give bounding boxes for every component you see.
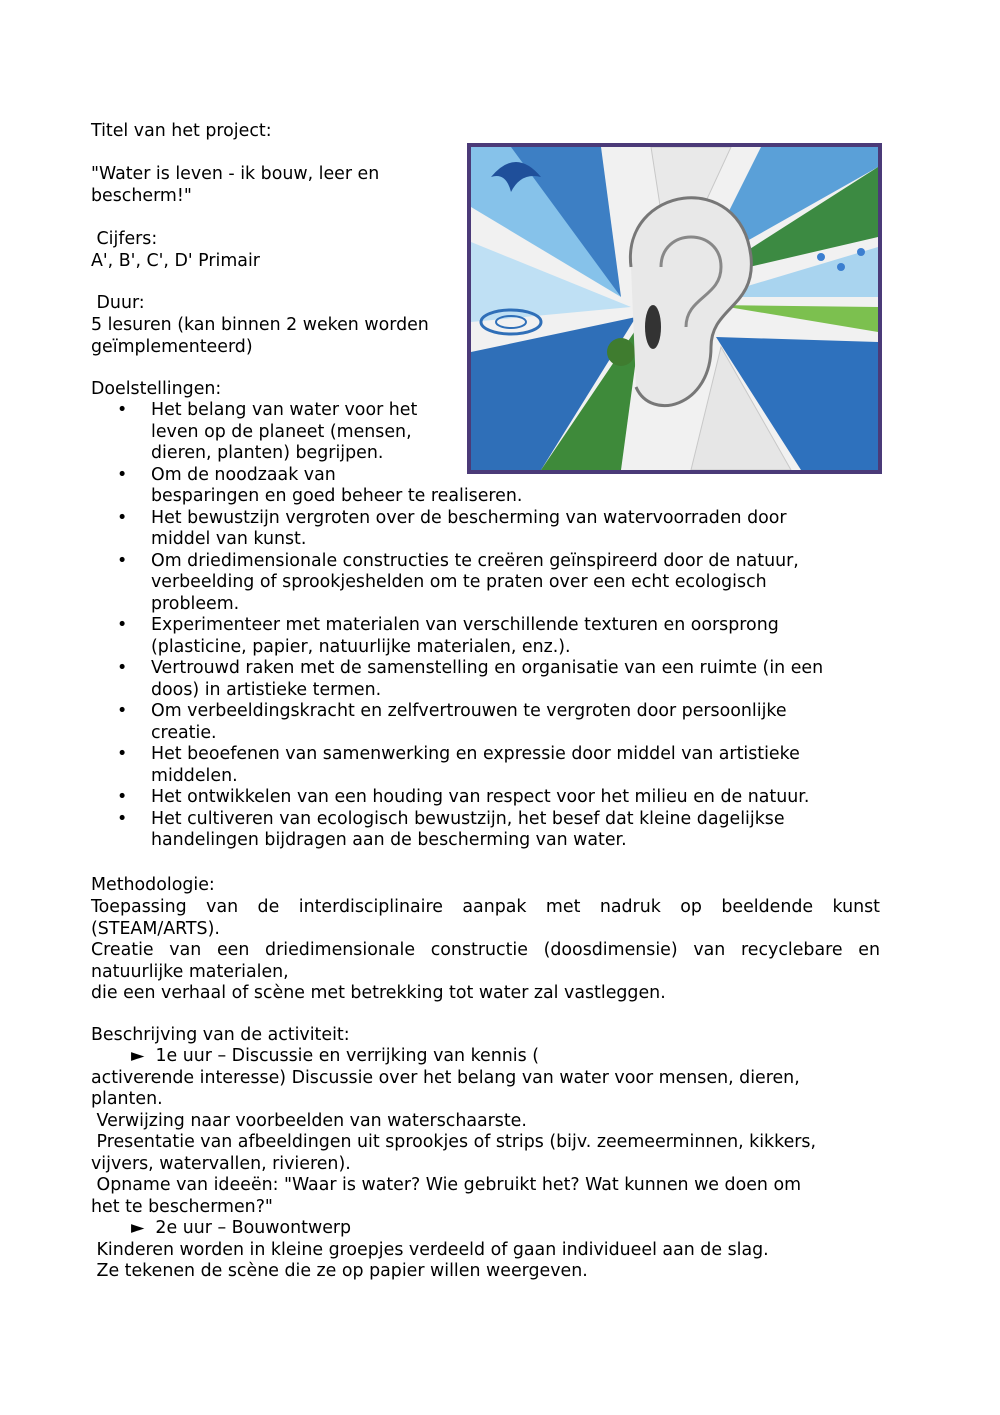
grades-label: Cijfers: (91, 229, 158, 249)
bullet-icon: • (117, 550, 128, 571)
hour1-line: Verwijzing naar voorbeelden van waterschaarste. (91, 1111, 527, 1131)
list-item: • Om driedimensionale constructies te creëren geïnspireerd door de natuur, verbeelding of sprookjeshelden om te praten over een echt ecologisch probleem. (117, 550, 799, 614)
hour1-heading: ► 1e uur – Discussie en verrijking van kennis ( (131, 1046, 540, 1066)
list-item: • Het bewustzijn vergroten over de bescherming van watervoorraden door middel van kunst. (117, 507, 787, 549)
methodology-paragraph-3: die een verhaal of scène met betrekking tot water zal vastleggen. (91, 983, 666, 1003)
artwork-image (467, 143, 882, 474)
duration-label: Duur: (91, 293, 145, 313)
hour1-line: planten. (91, 1089, 163, 1109)
hour1-line: Presentatie van afbeeldingen uit sprookjes of strips (bijv. zeemeerminnen, kikkers, (91, 1132, 817, 1152)
arrow-icon: ► (131, 1218, 145, 1238)
grades-value: A', B', C', D' Primair (91, 251, 260, 271)
list-item: • Experimenteer met materialen van verschillende texturen en oorsprong (plasticine, papier, natuurlijke materialen, enz.). (117, 615, 779, 657)
bullet-icon: • (117, 615, 128, 635)
bullet-icon: • (117, 400, 128, 420)
bullet-icon: • (117, 658, 128, 678)
hour1-line: vijvers, watervallen, rivieren). (91, 1154, 351, 1174)
hour2-line: Kinderen worden in kleine groepjes verdeeld of gaan individueel aan de slag. (91, 1240, 769, 1260)
project-title-line-1: "Water is leven - ik bouw, leer en (91, 164, 380, 184)
hour2-heading: ► 2e uur – Bouwontwerp (131, 1218, 352, 1238)
methodology-paragraph-2: Creatie van een driedimensionale constructie (doosdimensie) van recyclebare en natuurlijke materialen, (91, 940, 880, 982)
list-item: • Vertrouwd raken met de samenstelling en organisatie van een ruimte (in een doos) in artistieke termen. (117, 658, 824, 700)
list-item: • Het belang van water voor het leven op de planeet (mensen, dieren, planten) begrijpen. (117, 400, 418, 463)
bullet-icon: • (117, 464, 128, 485)
duration-value-line-1: 5 lesuren (kan binnen 2 weken worden (91, 315, 429, 335)
objectives-label: Doelstellingen: (91, 379, 222, 399)
project-title-label: Titel van het project: (91, 121, 272, 141)
arrow-icon: ► (131, 1046, 145, 1066)
bullet-icon: • (117, 701, 128, 721)
list-item: • Het beoefenen van samenwerking en expressie door middel van artistieke middelen. (117, 744, 800, 786)
bullet-icon: • (117, 808, 128, 829)
hour1-line: activerende interesse) Discussie over het belang van water voor mensen, dieren, (91, 1068, 800, 1088)
bullet-icon: • (117, 507, 128, 528)
list-item: • Het ontwikkelen van een houding van respect voor het milieu en de natuur. (117, 787, 810, 807)
list-item: • Om de noodzaak van besparingen en goed beheer te realiseren. (117, 464, 523, 506)
bullet-icon: • (117, 744, 128, 764)
hour1-line: Opname van ideeën: "Waar is water? Wie gebruikt het? Wat kunnen we doen om (91, 1175, 802, 1195)
list-item: • Het cultiveren van ecologisch bewustzijn, het besef dat kleine dagelijkse handelingen bijdragen aan de bescherming van water. (117, 808, 785, 850)
hour1-line: het te beschermen?" (91, 1197, 273, 1217)
list-item: • Om verbeeldingskracht en zelfvertrouwen te vergroten door persoonlijke creatie. (117, 701, 787, 743)
methodology-label: Methodologie: (91, 875, 215, 895)
project-title-line-2: bescherm!" (91, 186, 192, 206)
activity-label: Beschrijving van de activiteit: (91, 1025, 350, 1045)
bullet-icon: • (117, 787, 128, 807)
duration-value-line-2: geïmplementeerd) (91, 337, 253, 357)
hour2-line: Ze tekenen de scène die ze op papier willen weergeven. (91, 1261, 588, 1281)
artwork-illustration (471, 147, 878, 470)
methodology-paragraph-1: Toepassing van de interdisciplinaire aanpak met nadruk op beeldende kunst (STEAM/ARTS). (91, 897, 880, 939)
